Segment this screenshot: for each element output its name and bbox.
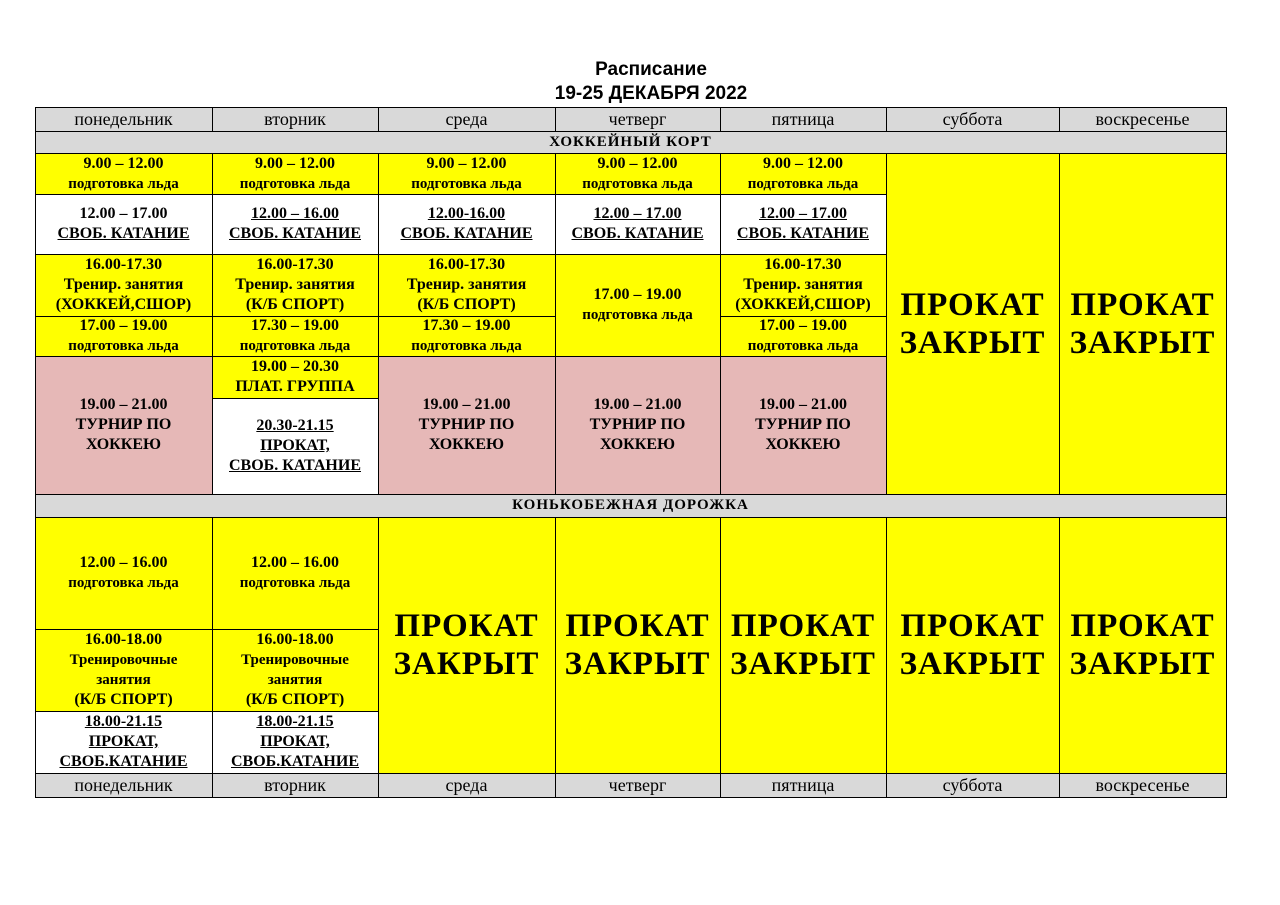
time: 12.00 – 16.00 [79, 554, 168, 571]
label-detail: СВОБ. КАТАНИЕ [229, 457, 361, 474]
label: СВОБ. КАТАНИЕ [571, 225, 704, 242]
grid-line [378, 517, 379, 774]
label-detail: СВОБ.КАТАНИЕ [59, 753, 188, 770]
hockey-fri-tournament [720, 356, 886, 494]
grid-line [555, 517, 556, 774]
hockey-mon-prep-evening [35, 316, 212, 356]
label-detail: ХОККЕЮ [85, 436, 162, 453]
track-thu-closed [555, 517, 720, 773]
label: ПЛАТ. ГРУППА [235, 378, 355, 395]
grid-line [555, 153, 556, 495]
hockey-wed-prep [378, 153, 555, 194]
closed-line-2: ЗАКРЫТ [899, 646, 1046, 682]
time: 16.00-17.30 [764, 256, 842, 273]
hockey-thu-prep [555, 153, 720, 194]
hockey-fri-prep-evening [720, 316, 886, 356]
header-wednesday: среда [378, 107, 555, 131]
label-detail: ХОККЕЮ [428, 436, 505, 453]
grid-line [886, 153, 887, 495]
grid-line [35, 107, 36, 798]
time: 9.00 – 12.00 [597, 154, 678, 172]
header-saturday: суббота [886, 107, 1059, 131]
time: 16.00-17.30 [84, 256, 163, 273]
section-hockey-court: ХОККЕЙНЫЙ КОРТ [35, 131, 1226, 153]
closed-line-1: ПРОКАТ [900, 608, 1045, 644]
label: подготовка льда [747, 338, 859, 354]
grid-line [35, 153, 1227, 154]
grid-line [212, 153, 213, 495]
hockey-mon-training [35, 254, 212, 316]
label-detail: (ХОККЕЙ,СШОР) [735, 296, 871, 313]
time: 18.00-21.15 [84, 713, 163, 730]
track-tue-prep [212, 517, 378, 629]
time: 16.00-17.30 [256, 256, 334, 273]
label: подготовка льда [68, 175, 179, 192]
label: подготовка льда [411, 175, 522, 192]
hockey-mon-prep [35, 153, 212, 194]
label: ПРОКАТ, [260, 733, 330, 750]
hockey-wed-tournament [378, 356, 555, 494]
closed-line-2: ЗАКРЫТ [1069, 646, 1216, 682]
grid-line [378, 107, 379, 132]
closed-line-1: ПРОКАТ [1070, 608, 1215, 644]
grid-line [212, 107, 213, 132]
label: ПРОКАТ, [88, 733, 159, 750]
label: ТУРНИР ПО [589, 416, 686, 433]
hockey-wed-training [378, 254, 555, 316]
label: Тренир. занятия [235, 276, 355, 293]
label: подготовка льда [582, 307, 693, 323]
label: ПРОКАТ, [260, 437, 330, 454]
grid-line [35, 629, 379, 630]
grid-line [886, 773, 887, 798]
hockey-tue-prep [212, 153, 378, 194]
grid-line [35, 131, 1227, 132]
grid-line [35, 194, 887, 195]
track-tue-rental [212, 711, 378, 773]
section-speed-skating-track: КОНЬКОБЕЖНАЯ ДОРОЖКА [35, 494, 1226, 517]
hockey-wed-free-skating [378, 194, 555, 254]
track-tue-training [212, 629, 378, 711]
time: 9.00 – 12.00 [426, 154, 507, 172]
grid-line [212, 773, 213, 798]
label: СВОБ. КАТАНИЕ [400, 225, 533, 242]
time: 12.00 – 17.00 [759, 205, 847, 222]
time: 19.00 – 21.00 [759, 396, 847, 413]
hockey-sat-closed [886, 153, 1059, 494]
footer-friday: пятница [720, 773, 886, 797]
label: подготовка льда [582, 175, 693, 192]
hockey-wed-prep-evening [378, 316, 555, 356]
header-friday: пятница [720, 107, 886, 131]
hockey-thu-prep-evening [555, 254, 720, 356]
time: 16.00-18.00 [84, 631, 163, 648]
time: 9.00 – 12.00 [83, 154, 164, 172]
grid-line [555, 773, 556, 798]
time: 12.00 – 16.00 [251, 205, 339, 222]
time: 19.00 – 21.00 [79, 396, 168, 413]
label: ТУРНИР ПО [75, 416, 172, 433]
grid-line [720, 316, 887, 317]
time: 12.00-16.00 [427, 205, 506, 222]
footer-saturday: суббота [886, 773, 1059, 797]
grid-line [35, 711, 379, 712]
time: 9.00 – 12.00 [763, 154, 843, 172]
grid-line [886, 107, 887, 132]
hockey-tue-prep-evening [212, 316, 378, 356]
hockey-thu-free-skating [555, 194, 720, 254]
label: Тренировочные [69, 652, 178, 668]
hockey-mon-tournament [35, 356, 212, 494]
grid-line [378, 153, 379, 495]
grid-line [1226, 107, 1227, 798]
grid-line [212, 517, 213, 774]
header-tuesday: вторник [212, 107, 378, 131]
label: подготовка льда [411, 338, 522, 354]
time: 12.00 – 17.00 [79, 205, 168, 222]
track-mon-prep [35, 517, 212, 629]
time: 9.00 – 12.00 [255, 154, 335, 172]
footer-sunday: воскресенье [1059, 773, 1226, 797]
hockey-tue-rental [212, 398, 378, 494]
footer-wednesday: среда [378, 773, 555, 797]
time: 18.00-21.15 [256, 713, 334, 730]
time: 19.00 – 20.30 [251, 358, 339, 375]
closed-line-2: ЗАКРЫТ [899, 324, 1046, 361]
grid-line [720, 773, 721, 798]
schedule-dates: 19-25 ДЕКАБРЯ 2022 [554, 83, 748, 104]
time: 17.30 – 19.00 [251, 317, 339, 334]
grid-line [1059, 517, 1060, 774]
grid-line [1059, 773, 1060, 798]
grid-line [35, 797, 1227, 798]
track-wed-closed [378, 517, 555, 773]
header-thursday: четверг [555, 107, 720, 131]
closed-line-1: ПРОКАТ [394, 608, 539, 644]
hockey-mon-free-skating [35, 194, 212, 254]
grid-line [1059, 107, 1060, 132]
grid-line [35, 517, 1227, 518]
footer-tuesday: вторник [212, 773, 378, 797]
label-detail: (К/Б СПОРТ) [245, 296, 345, 313]
track-sun-closed [1059, 517, 1226, 773]
hockey-thu-tournament [555, 356, 720, 494]
hockey-fri-training [720, 254, 886, 316]
hockey-tue-training [212, 254, 378, 316]
label: подготовка льда [68, 575, 179, 591]
track-mon-training [35, 629, 212, 711]
grid-line [212, 398, 379, 399]
closed-line-1: ПРОКАТ [730, 608, 876, 644]
closed-line-2: ЗАКРЫТ [564, 646, 711, 682]
label: подготовка льда [239, 575, 351, 591]
grid-line [886, 517, 887, 774]
label-detail: (К/Б СПОРТ) [74, 691, 173, 708]
header-monday: понедельник [35, 107, 212, 131]
closed-line-1: ПРОКАТ [1070, 286, 1215, 323]
time: 17.00 – 19.00 [759, 317, 847, 334]
grid-line [378, 773, 379, 798]
label-detail: ХОККЕЮ [765, 436, 841, 453]
closed-line-2: ЗАКРЫТ [393, 646, 540, 682]
time: 17.00 – 19.00 [79, 317, 168, 334]
label: СВОБ. КАТАНИЕ [737, 225, 869, 242]
closed-line-1: ПРОКАТ [900, 286, 1045, 323]
label: подготовка льда [239, 338, 351, 354]
closed-line-2: ЗАКРЫТ [1069, 324, 1216, 361]
time: 17.00 – 19.00 [593, 286, 682, 303]
label: Тренировочные [241, 652, 349, 668]
hockey-sun-closed [1059, 153, 1226, 494]
label-detail: (К/Б СПОРТ) [245, 691, 345, 708]
label: подготовка льда [747, 175, 859, 192]
time: 19.00 – 21.00 [422, 396, 511, 413]
time: 19.00 – 21.00 [593, 396, 682, 413]
grid-line [35, 316, 556, 317]
hockey-fri-prep [720, 153, 886, 194]
header-sunday: воскресенье [1059, 107, 1226, 131]
grid-line [35, 773, 1227, 774]
grid-line [1059, 153, 1060, 495]
label: Тренир. занятия [406, 276, 527, 293]
grid-line [35, 254, 887, 255]
time: 20.30-21.15 [256, 417, 334, 434]
hockey-fri-free-skating [720, 194, 886, 254]
closed-line-2: ЗАКРЫТ [730, 646, 876, 682]
grid-line [720, 517, 721, 774]
grid-line [720, 107, 721, 132]
grid-line [35, 356, 887, 357]
label-detail: СВОБ.КАТАНИЕ [231, 753, 359, 770]
time: 12.00 – 17.00 [593, 205, 682, 222]
label: ТУРНИР ПО [418, 416, 515, 433]
label-2: занятия [267, 672, 323, 688]
footer-thursday: четверг [555, 773, 720, 797]
label: Тренир. занятия [63, 276, 184, 293]
time: 17.30 – 19.00 [422, 317, 511, 334]
label: ТУРНИР ПО [755, 416, 851, 433]
hockey-tue-free-skating [212, 194, 378, 254]
label-detail: ХОККЕЮ [599, 436, 676, 453]
label: подготовка льда [68, 338, 179, 354]
grid-line [720, 153, 721, 495]
track-fri-closed [720, 517, 886, 773]
grid-line [35, 494, 1227, 495]
grid-line [35, 107, 1227, 108]
label: Тренир. занятия [743, 276, 863, 293]
time: 16.00-18.00 [256, 631, 334, 648]
label: СВОБ. КАТАНИЕ [229, 225, 361, 242]
grid-line [555, 107, 556, 132]
track-mon-rental [35, 711, 212, 773]
time: 16.00-17.30 [427, 256, 506, 273]
label: подготовка льда [239, 175, 351, 192]
label: СВОБ. КАТАНИЕ [57, 225, 190, 242]
track-sat-closed [886, 517, 1059, 773]
closed-line-1: ПРОКАТ [565, 608, 710, 644]
schedule-title: Расписание [595, 59, 707, 80]
footer-monday: понедельник [35, 773, 212, 797]
label-2: занятия [96, 672, 151, 688]
label-detail: (К/Б СПОРТ) [417, 296, 516, 313]
time: 12.00 – 16.00 [251, 554, 339, 571]
label-detail: (ХОККЕЙ,СШОР) [55, 296, 192, 313]
hockey-tue-paid-group [212, 356, 378, 398]
